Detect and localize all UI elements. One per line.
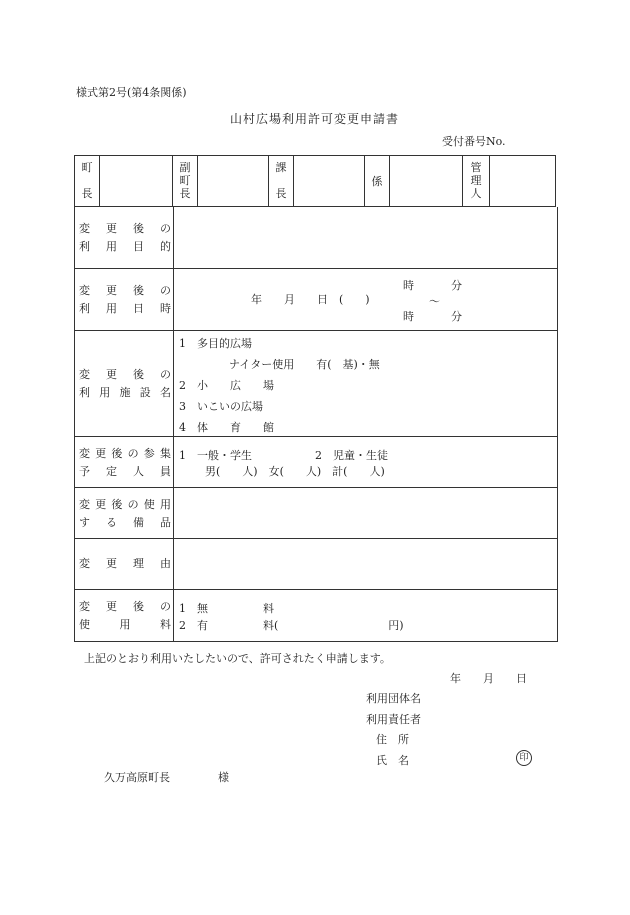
reason-field[interactable]	[175, 540, 555, 588]
row-divider	[75, 268, 557, 269]
org-name-label: 利用団体名	[366, 692, 421, 705]
datetime-hour-start[interactable]: 時	[403, 279, 414, 292]
staff-label: 係	[365, 156, 390, 207]
facility-label-2: 利用施設名	[79, 386, 171, 399]
row-divider	[75, 487, 557, 488]
facility-option-3[interactable]: 3 いこいの広場	[179, 400, 263, 413]
participants-counts[interactable]: 男( 人) 女( 人) 計( 人)	[205, 465, 385, 478]
participants-children[interactable]: 2 児童・生徒	[315, 449, 388, 462]
facility-option-2[interactable]: 2 小 広 場	[179, 379, 274, 392]
datetime-label-2: 利 用 日 時	[79, 302, 171, 315]
datetime-date[interactable]: 年 月 日 ( )	[251, 293, 370, 306]
reception-number: 受付番号No.	[442, 135, 506, 148]
purpose-label-1: 変 更 後 の	[79, 222, 171, 235]
manager-label: 管 理 人	[463, 156, 490, 207]
row-divider	[75, 538, 557, 539]
application-statement: 上記のとおり利用いたしたいので、許可されたく申請します。	[84, 652, 391, 665]
section-chief-stamp-box[interactable]	[294, 156, 365, 207]
equipment-label-1: 変更後の使用	[79, 498, 171, 511]
column-divider	[173, 207, 174, 641]
staff-stamp-box[interactable]	[390, 156, 463, 207]
participants-general[interactable]: 1 一般・学生	[179, 449, 252, 462]
form-number: 様式第2号(第4条関係)	[76, 86, 187, 99]
honorific: 様	[218, 771, 229, 784]
facility-label-1: 変 更 後 の	[79, 368, 171, 381]
equipment-label-2: す る 備 品	[79, 516, 171, 529]
approval-table	[74, 155, 556, 207]
seal-icon: 印	[516, 750, 532, 766]
section-chief-label: 課 長	[269, 156, 294, 207]
application-date[interactable]: 年 月 日	[450, 672, 527, 685]
equipment-field[interactable]	[175, 489, 555, 537]
datetime-hour-end[interactable]: 時	[403, 310, 414, 323]
datetime-tilde: ～	[429, 295, 440, 308]
participants-label-1: 変更後の参集	[79, 447, 171, 460]
deputy-mayor-stamp-box[interactable]	[198, 156, 269, 207]
row-divider	[75, 436, 557, 437]
fee-paid[interactable]: 2 有 料( 円)	[179, 619, 404, 632]
town-mayor-label: 町 長	[75, 156, 100, 207]
facility-option-4[interactable]: 4 体 育 館	[179, 421, 274, 434]
datetime-label-1: 変 更 後 の	[79, 284, 171, 297]
facility-option-1[interactable]: 1 多目的広場	[179, 337, 252, 350]
responsible-label: 利用責任者	[366, 713, 421, 726]
participants-label-2: 予 定 人 員	[79, 465, 171, 478]
purpose-field[interactable]	[175, 209, 555, 267]
fee-free[interactable]: 1 無 料	[179, 602, 274, 615]
manager-stamp-box[interactable]	[490, 156, 556, 207]
row-divider	[75, 589, 557, 590]
row-divider	[75, 330, 557, 331]
addressee: 久万高原町長	[104, 771, 170, 784]
purpose-label-2: 利 用 目 的	[79, 240, 171, 253]
deputy-mayor-label: 副 町 長	[173, 156, 198, 207]
datetime-min-end[interactable]: 分	[451, 310, 462, 323]
fee-label-1: 変 更 後 の	[79, 600, 171, 613]
town-mayor-stamp-box[interactable]	[100, 156, 173, 207]
reason-label: 変 更 理 由	[79, 557, 171, 570]
name-label: 氏 名	[376, 754, 409, 767]
fee-label-2: 使 用 料	[79, 618, 171, 631]
application-table	[74, 207, 558, 642]
address-label: 住 所	[376, 733, 409, 746]
page-title: 山村広場利用許可変更申請書	[230, 112, 400, 126]
facility-night-use[interactable]: ナイター使用 有( 基)・無	[229, 358, 380, 371]
datetime-min-start[interactable]: 分	[451, 279, 462, 292]
